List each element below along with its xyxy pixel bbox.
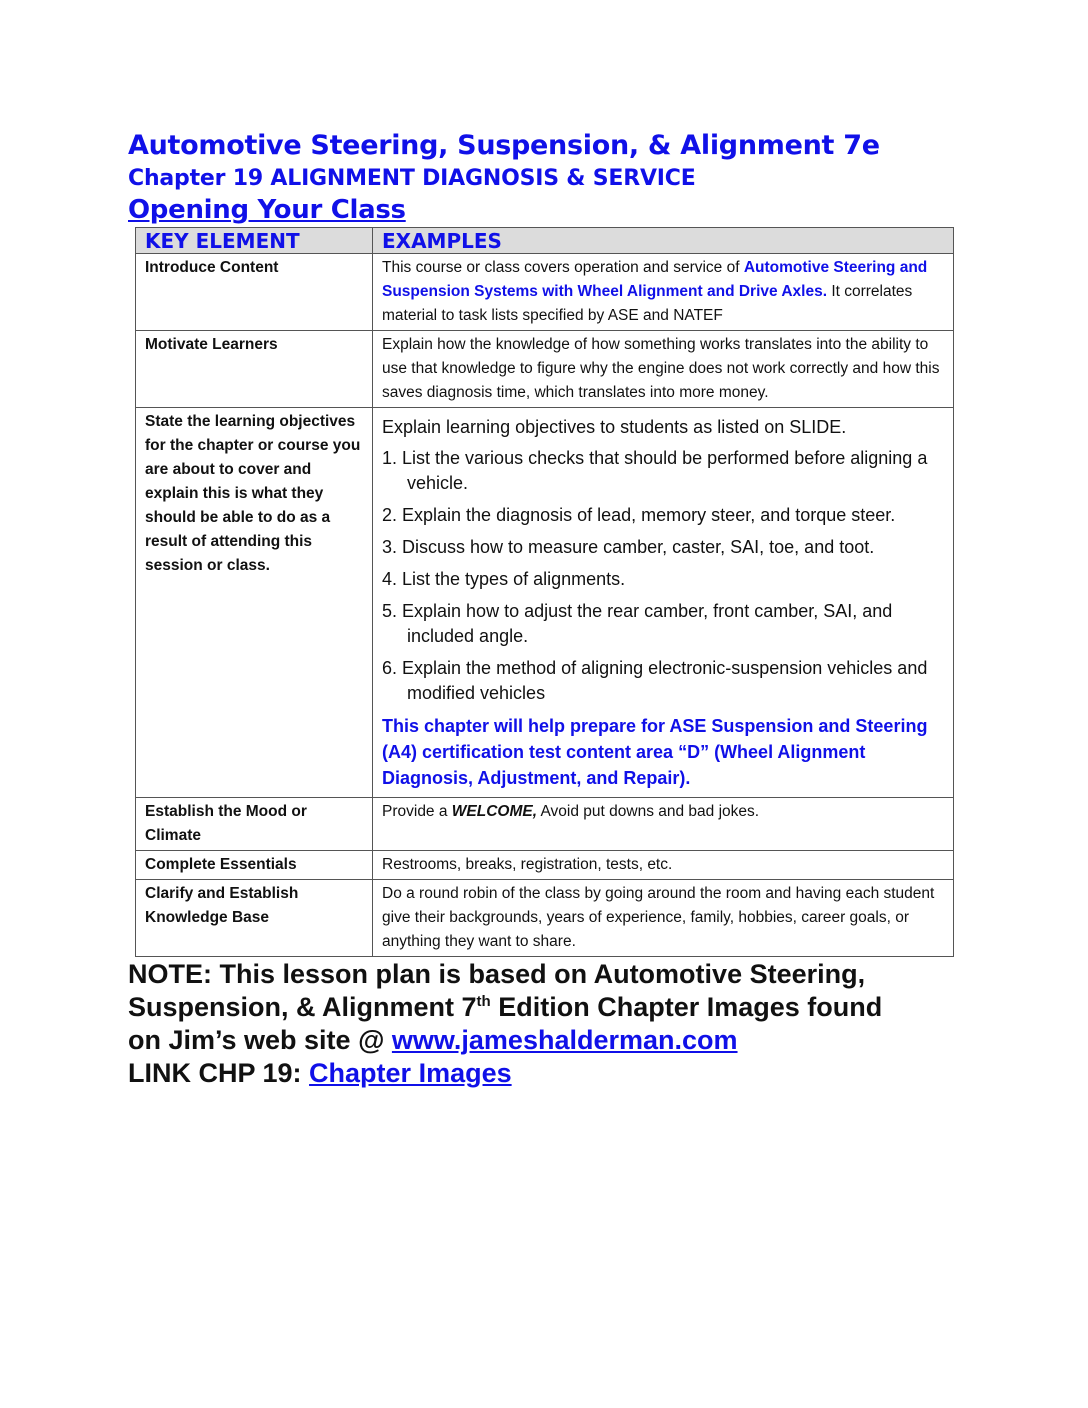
table-row: [136, 880, 954, 957]
table-row: [136, 408, 954, 798]
table-header-row: [136, 228, 954, 254]
note-line: LINK CHP 19: Chapter Images: [128, 1058, 512, 1088]
key-element-cell: Establish the Mood or Climate: [136, 798, 373, 851]
note-line: on Jim’s web site @ www.jameshalderman.com: [128, 1025, 738, 1055]
objectives-intro: Explain learning objectives to students as listed on SLIDE.: [382, 417, 847, 437]
key-element-cell: Complete Essentials: [136, 851, 373, 880]
objective-item: 3. Discuss how to measure camber, caster, SAI, toe, and toot.: [382, 537, 875, 557]
welcome-emphasis: WELCOME,: [451, 803, 538, 820]
website-link[interactable]: www.jameshalderman.com: [391, 1025, 738, 1055]
ordinal-suffix: th: [476, 993, 491, 1010]
chapter-heading: Chapter 19 ALIGNMENT DIAGNOSIS & SERVICE: [128, 166, 696, 191]
key-element-cell: State the learning objectives for the chapter or course you are about to cover and explain this is what they should be able to do as a result of attending this session or class.: [136, 408, 373, 798]
column-header-examples: EXAMPLES: [373, 228, 954, 254]
example-text: Provide a: [382, 803, 452, 820]
example-text: Avoid put downs and bad jokes.: [537, 803, 760, 820]
section-heading: Opening Your Class: [128, 195, 406, 225]
example-text: It correlates material to task lists specified by ASE and NATEF: [382, 283, 913, 324]
objective-item: 1. List the various checks that should be performed before aligning a vehicle.: [382, 448, 928, 493]
key-element-cell: Motivate Learners: [136, 331, 373, 408]
example-cell: Restrooms, breaks, registration, tests, etc.: [373, 851, 954, 880]
course-highlight: Automotive Steering and Suspension Systems with Wheel Alignment and Drive Axles.: [382, 259, 928, 300]
chapter-images-link[interactable]: Chapter Images: [309, 1058, 512, 1088]
ase-certification-note: This chapter will help prepare for ASE Suspension and Steering (A4) certification test content area “D” (Wheel Alignment Diagnosis, Adjustment, and Repair).: [382, 716, 928, 788]
objective-item: 4. List the types of alignments.: [382, 569, 626, 589]
objective-item: 2. Explain the diagnosis of lead, memory steer, and torque steer.: [382, 505, 896, 525]
table-row: [136, 798, 954, 851]
example-cell: Do a round robin of the class by going around the room and having each student give their backgrounds, years of experience, family, hobbies, career goals, or anything they want to share.: [373, 880, 954, 957]
key-element-cell: Introduce Content: [136, 254, 373, 331]
example-text: This course or class covers operation and service of: [382, 259, 744, 276]
table-row: [136, 851, 954, 880]
document-page: [128, 128, 958, 1088]
note-line: NOTE: This lesson plan is based on Automotive Steering,: [128, 959, 866, 989]
objective-item: 6. Explain the method of aligning electronic-suspension vehicles and modified vehicles: [382, 658, 928, 703]
table-row: [136, 331, 954, 408]
document-title: Automotive Steering, Suspension, & Alignment 7e: [128, 130, 880, 161]
objective-item: 5. Explain how to adjust the rear camber, front camber, SAI, and included angle.: [382, 601, 893, 646]
example-cell: Explain how the knowledge of how something works translates into the ability to use that knowledge to figure why the engine does not work correctly and how this saves diagnosis time, which translates into more money.: [373, 331, 954, 408]
objectives-list: [382, 446, 944, 706]
example-cell: [373, 408, 954, 798]
example-cell: [373, 798, 954, 851]
lesson-plan-note: [128, 958, 958, 1090]
lesson-plan-table: [135, 227, 954, 957]
key-element-cell: Clarify and Establish Knowledge Base: [136, 880, 373, 957]
example-cell: [373, 254, 954, 331]
column-header-key-element: KEY ELEMENT: [136, 228, 373, 254]
note-line: Suspension, & Alignment 7th Edition Chapter Images found: [128, 992, 883, 1022]
table-row: [136, 254, 954, 331]
